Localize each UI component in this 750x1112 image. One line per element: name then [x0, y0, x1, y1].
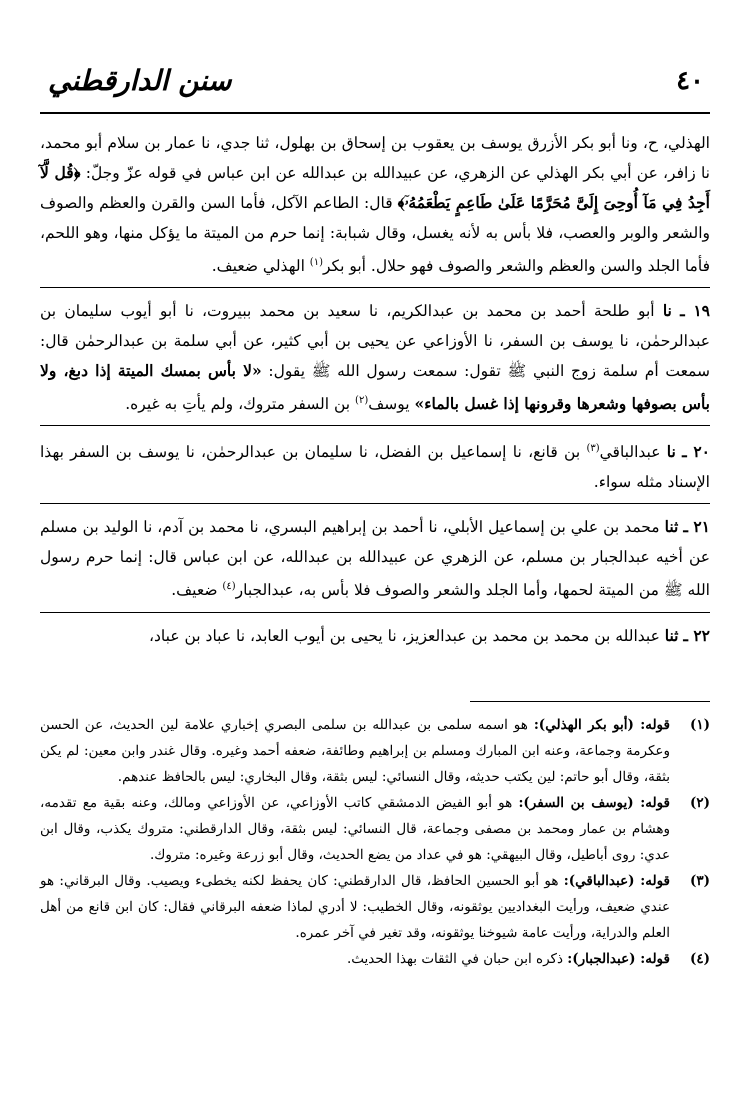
narration-keyword: ثنا	[664, 517, 679, 537]
hadith-number: ٢٠ ـ	[682, 442, 711, 462]
footnote-label: قوله: (أبو بكر الهذلي):	[533, 716, 670, 733]
footnote-body: هو أبو الفيض الدمشقي كاتب الأوزاعي، عن الأوزاعي ومالك، وعنه بقية مع تقدمه، وهشام بن عمار ومحمد بن مصفى وجماعة، قال النسائي: ليس بثقة، وقال الدارقطني: متروك يكذب، وقال ابن عدي: روى أباطيل، وقال البيهقي: هو في عداد من يضع الحديث، وقال أبو زرعة وغيره: متروك.	[40, 794, 670, 863]
paragraph-text: عبدالباقي	[599, 443, 667, 462]
footnote-label: قوله: (يوسف بن السفر):	[518, 794, 670, 811]
footnote-number: (٢)	[689, 794, 710, 811]
footnote-number: (٣)	[689, 872, 710, 889]
footnote-ref[interactable]: (٤)	[222, 581, 236, 593]
footnote-label: قوله: (عبدالباقي):	[563, 872, 670, 889]
footnote-text	[40, 712, 670, 790]
paragraph-text: ضعيف.	[171, 581, 223, 600]
footnote-ref[interactable]: (٢)	[355, 395, 369, 407]
hadith-quote: «لا بأس بمسك الميتة إذا دبغ، ولا بأس بصوفها وشعرها وقرونها إذا غسل بالماء»	[40, 361, 710, 414]
hadith-19	[40, 296, 710, 426]
footnote-number: (٤)	[689, 950, 710, 967]
footnote-text	[40, 868, 670, 946]
hadith-number: ١٩ ـ	[680, 301, 710, 321]
paragraph-text: يوسف	[368, 395, 415, 414]
book-title: سنن الدارقطني	[48, 64, 232, 97]
footnote	[40, 712, 710, 790]
paragraph-text: قال: الطاعم الآكل، فأما السن والقرن والعظم والصوف والشعر والوبر والعصب، فلا بأس به لأنه يغسل، وقال شبابة: إنما حرم من الميتة ما يؤكل منها، وهو اللحم، فأما الجلد والسن والعظم والشعر والصوف فهو حلال. أبو بكر	[40, 194, 710, 276]
narration-keyword: نا	[666, 442, 676, 462]
footnote-ref[interactable]: (٣)	[586, 443, 600, 455]
main-text	[40, 128, 710, 657]
paragraph-text: بن السفر متروك، ولم يأتِ به غيره.	[125, 395, 356, 414]
paragraph-continuation	[40, 128, 710, 288]
footnote-body: هو أبو الحسين الحافظ، قال الدارقطني: كان يحفظ لكنه يخطىء ويصيب. وقال البرقاني: هو عندي ضعيف، ورأيت البغداديين يوثقونه، وقال الخطيب: لا أدري لماذا ضعفه البرقاني فقال: كان ابن قانع من أهل العلم والدراية، ورأيت عامة شيوخنا يوثقونه، وقد تغير في آخر عمره.	[40, 872, 670, 941]
paragraph-text: عبدالله بن محمد بن محمد بن عبدالعزيز، نا يحيى بن أيوب العابد، نا عباد بن عباد،	[149, 626, 665, 645]
hadith-22	[40, 621, 710, 657]
footnote-number: (١)	[689, 716, 710, 733]
footnote	[40, 790, 710, 868]
paragraph-text: أبو طلحة أحمد بن محمد بن عبدالكريم، نا سعيد بن محمد ببيروت، نا أبو أيوب سليمان بن عبدالرحمٰن، نا يوسف بن السفر، نا الأوزاعي عن يحيى بن أبي كثير، عن أبي سلمة بن عبدالرحمٰن قال: سمعت أم سلمة زوج النبي ﷺ تقول: سمعت رسول الله ﷺ يقول:	[40, 302, 710, 381]
narration-keyword: نا	[662, 301, 672, 321]
footnote-ref[interactable]: (١)	[309, 257, 323, 268]
footnote	[40, 868, 710, 946]
footnote-label: قوله: (عبدالجبار):	[567, 950, 670, 967]
footnotes	[40, 712, 710, 972]
footnote-text	[40, 946, 670, 972]
quran-verse: ﴿قُل لَّآ أَجِدُ فِي مَآ أُوحِىَ إِلَىَّ مُحَرَّمًا عَلَىٰ طَاعِمٍ يَطْعَمُهُۥٓ﴾	[40, 163, 710, 212]
paragraph-text: محمد بن علي بن إسماعيل الأبلي، نا أحمد بن إبراهيم البسري، نا محمد بن آدم، نا الوليد بن مسلم عن أخيه عبدالجبار بن مسلم، عن الزهري عن عبيدالله بن عبدالله، عن ابن عباس قال: إنما حرم رسول الله ﷺ من الميتة لحمها، وأما الجلد والشعر والصوف فلا بأس به، عبدالجبار	[40, 518, 710, 600]
footnote	[40, 946, 710, 972]
hadith-number: ٢١ ـ	[683, 517, 710, 537]
hadith-20	[40, 434, 710, 504]
paragraph-text: الهذلي، ح، ونا أبو بكر الأزرق يوسف بن يعقوب بن إسحاق بن بهلول، ثنا جدي، نا عمار بن سلام أبو محمد، نا زافر، عن أبي بكر الهذلي عن الزهري، عن عبيدالله بن عبدالله عن ابن عباس في قوله عزّ وجلّ:	[40, 134, 710, 182]
paragraph-text: الهذلي ضعيف.	[211, 257, 310, 276]
footnote-body: ذكره ابن حبان في الثقات بهذا الحديث.	[346, 950, 568, 967]
hadith-21	[40, 512, 710, 612]
footnote-divider	[470, 701, 710, 702]
page-header	[40, 62, 710, 114]
footnote-text	[40, 790, 670, 868]
page-number: ٤٠	[676, 66, 704, 96]
footnote-body: هو اسمه سلمى بن عبدالله بن سلمى البصري إخباري علامة لين الحديث، عن الحسن وعكرمة وجماعة، وعنه ابن المبارك ومسلم بن إبراهيم وطائفة، ضعفه أحمد وغيره. وقال غندر وابن معين: لم يكن بثقة، وقال أبو حاتم: لين يكتب حديثه، وقال النسائي: ليس بثقة، وقال البخاري: ليس بالحافظ عندهم.	[40, 716, 670, 785]
paragraph-text: بن قانع، نا إسماعيل بن الفضل، نا سليمان بن عبدالرحمٰن، نا يوسف بن السفر بهذا الإسناد مثله سواء.	[40, 443, 710, 492]
narration-keyword: ثنا	[664, 625, 679, 645]
hadith-number: ٢٢ ـ	[683, 625, 710, 645]
